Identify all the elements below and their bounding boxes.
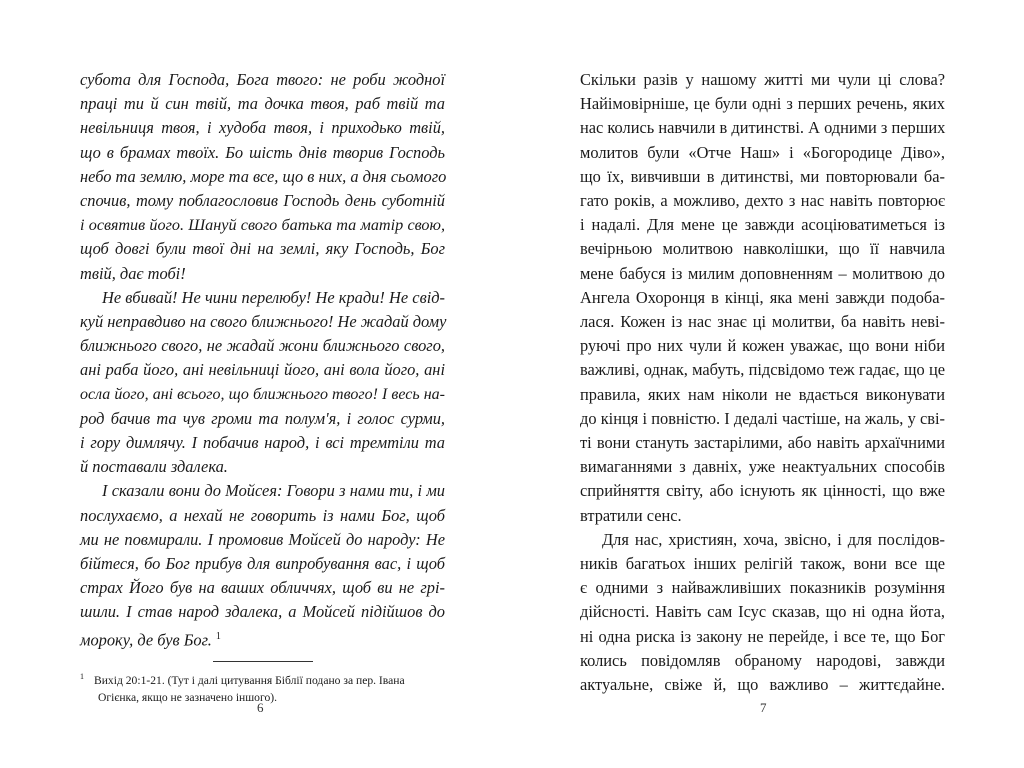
text-line: колись повідомляв обраному народові, завжди: [580, 650, 945, 670]
text-line: втратили сенс.: [580, 505, 682, 525]
page-number-right: 7: [760, 700, 767, 715]
text-line: до кінця і повністю. І дедалі частіше, на жаль, у сві-: [580, 408, 945, 428]
paragraph: [580, 68, 945, 528]
text-line: невільниця твоя, і худоба твоя, і приходько твій,: [80, 118, 445, 138]
text-line: актуальне, свіже й, що важливо – життєдайне.: [580, 675, 945, 695]
footnote-rule: [213, 661, 313, 662]
text-line: род бачив та чув громи та полум'я, і голос сурми,: [80, 408, 445, 428]
text-line: і надалі. Для мене це завжди асоціюватиметься із: [580, 215, 945, 235]
text-line: мороку, де був Бог. $^1$: [80, 630, 221, 650]
text-line: що в брамах твоїх. Бо шість днів творив Господь: [80, 142, 445, 162]
text-line: бійтеся, бо Бог прибув для випробування вас, і щоб: [80, 554, 445, 574]
text-line: ми не повмирали. І промовив Мойсей до народу: Не: [80, 529, 445, 549]
text-line: і освятив його. Шануй свого батька та матір свою,: [80, 216, 445, 235]
text-line: руючі про них чули й кожен уважає, що вони ніби: [580, 336, 945, 356]
text-line: Для нас, християн, хоча, звісно, і для послідов-: [602, 529, 945, 549]
text-line: і гору димлячу. І побачив народ, і всі тремтіли та: [80, 433, 445, 453]
footnote-line: Вихід 20:1-21. (Тут і далі цитування Біблії подано за пер. Івана: [94, 674, 405, 688]
text-line: щоб довгі були твої дні на землі, яку Господь, Бог: [80, 239, 445, 259]
paragraph: [80, 68, 445, 286]
text-line: твій, дає тобі!: [80, 263, 186, 283]
text-line: Найімовірніше, це були одні з перших речень, яких: [580, 94, 945, 114]
text-line: шили. І став народ здалека, а Мойсей підійшов до: [80, 602, 445, 622]
paragraph: [80, 479, 445, 652]
text-line: ні одна риска із закону не перейде, і все те, що Бог: [580, 626, 945, 646]
text-line: й поставали здалека.: [80, 457, 228, 477]
text-line: ближнього свого, не жадай жони ближнього свого,: [80, 336, 445, 356]
paragraph: [80, 286, 445, 480]
text-line: Скільки разів у нашому житті ми чули ці слова?: [580, 70, 945, 89]
footnote-number: 1: [80, 672, 84, 682]
text-line: страх Його був на ваших обличчях, щоб ви не грі-: [80, 578, 445, 598]
text-line: мене бабуся із милим доповненням – молитвою до: [580, 263, 945, 283]
text-line: вечірньою молитвою навколішки, що її навчила: [580, 239, 945, 259]
text-line: субота для Господа, Бога твого: не роби жодної: [80, 70, 445, 89]
text-line: є одними з найважливіших показників розуміння: [580, 578, 945, 598]
text-line: спочив, тому поблагословив Господь день суботній: [80, 191, 445, 211]
text-line: небо та землю, море та все, що в них, а дня сьомого: [80, 166, 447, 186]
text-line: Ангела Охоронця в кінці, яка мені завжди подоба-: [580, 287, 945, 307]
text-line: праці ти й син твій, та дочка твоя, раб твій та: [80, 94, 445, 114]
text-line: ані раба його, ані невільниці його, ані вола його, ані: [80, 360, 445, 380]
page-number-left: 6: [257, 700, 264, 715]
text-line: І сказали вони до Мойсея: Говори з нами ти, і ми: [102, 481, 445, 501]
text-line: дійсності. Навіть сам Ісус сказав, що ні одна йота,: [580, 602, 945, 622]
text-line: куй неправдиво на свого ближнього! Не жадай дому: [80, 312, 447, 332]
left-page-body: [80, 68, 445, 652]
right-page: [580, 68, 945, 697]
text-line: правила, яких нам ніколи не вдається виконувати: [580, 384, 945, 404]
text-line: гато років, а можливо, дехто з нас навіть повторює: [580, 191, 945, 211]
text-line: молитов були «Отче Наш» і «Богородице Діво»,: [580, 142, 945, 162]
text-line: що їх, вивчивши в дитинстві, ми повторювали ба-: [580, 166, 945, 186]
text-line: Не вбивай! Не чини перелюбу! Не кради! Не свід-: [102, 287, 445, 307]
footnote-line: Огієнка, якщо не зазначено іншого).: [98, 691, 278, 705]
footnote-reference: 1: [215, 630, 221, 642]
text-line: вимаганнями з давніх, уже неактуальних способів: [580, 457, 945, 477]
text-line: нас колись навчили в дитинстві. А одними з перших: [580, 118, 946, 138]
left-page: [80, 68, 445, 706]
paragraph: [580, 528, 945, 697]
text-line: осла його, ані всього, що ближнього твого! І весь на-: [80, 385, 445, 403]
right-page-body: [580, 68, 945, 697]
text-line: ників багатьох інших релігій також, вони все ще: [580, 554, 945, 574]
text-line: важливі, однак, мабуть, підсвідомо теж гадає, що це: [580, 360, 945, 380]
text-line: ті вони стануть застарілими, або навіть архаїчними: [580, 433, 945, 453]
text-line: лася. Кожен із нас знає ці молитви, ба навіть неві-: [580, 312, 945, 332]
text-line: послухаємо, а нехай не говорить із нами Бог, щоб: [80, 505, 445, 525]
text-line: сприйняття світу, або існують як цінності, що вже: [580, 481, 945, 501]
